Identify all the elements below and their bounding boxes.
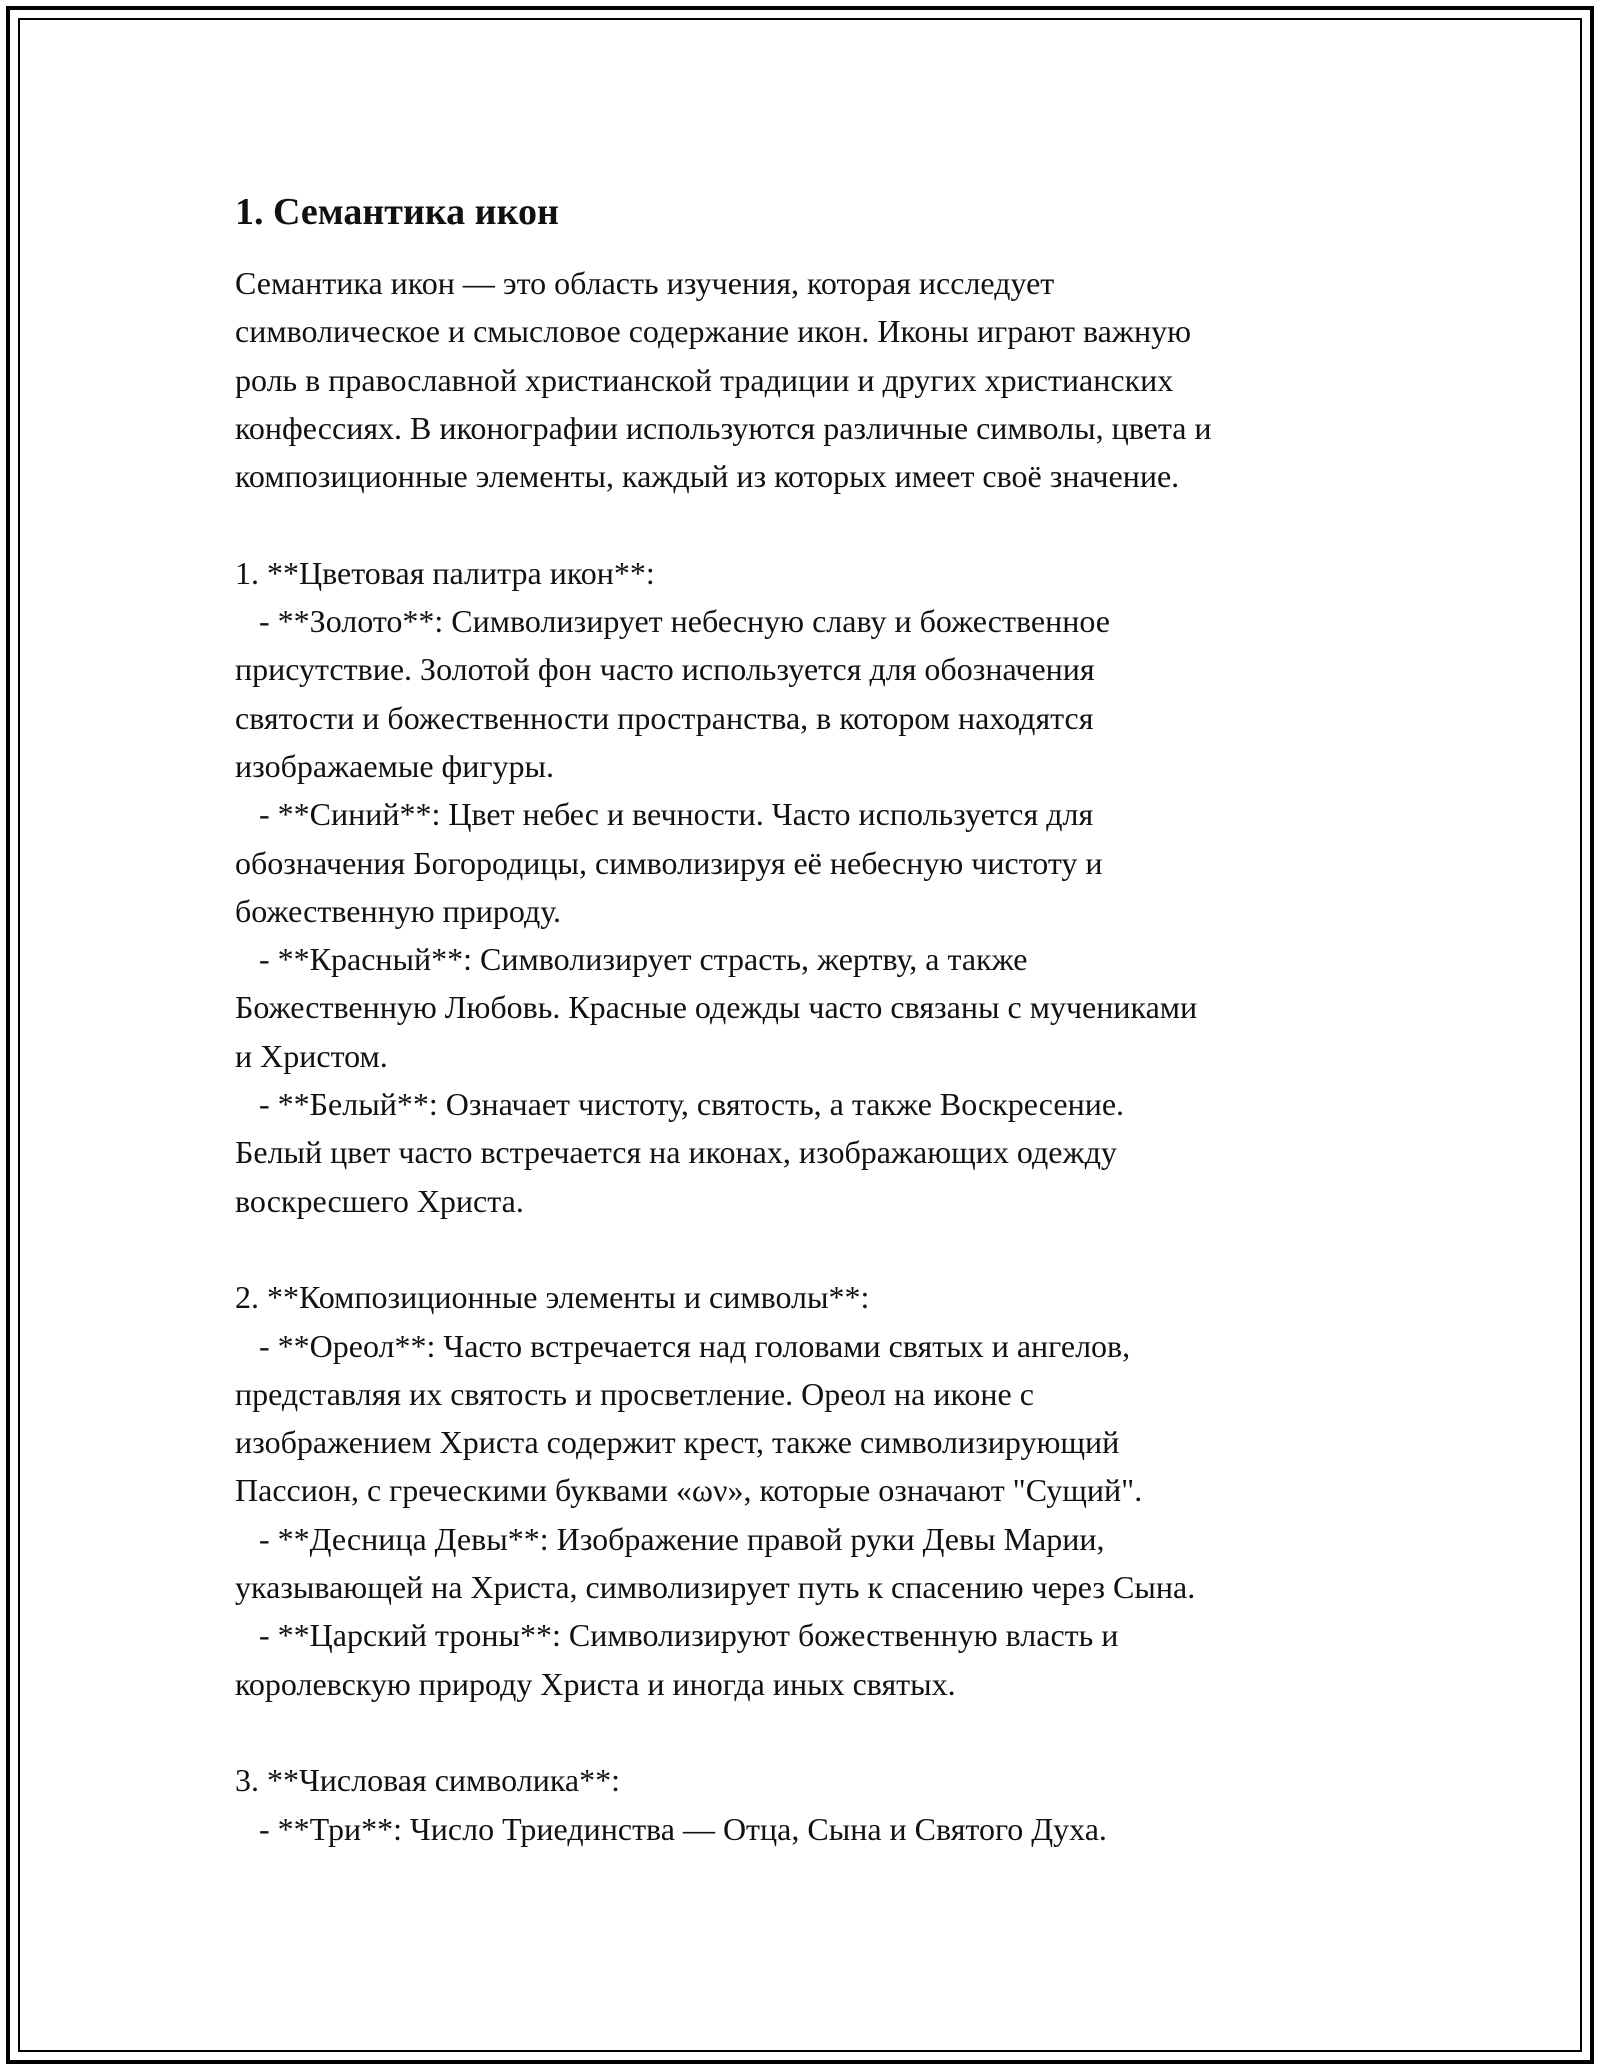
text-line: представляя их святость и просветление. Ореол на иконе с bbox=[235, 1375, 1034, 1412]
text-line: королевскую природу Христа и иногда иных святых. bbox=[235, 1665, 956, 1702]
list-heading: 2. **Композиционные элементы и символы**: bbox=[235, 1279, 870, 1316]
list-item-three: - **Три**: Число Триединства — Отца, Сына и Святого Духа. bbox=[235, 1810, 1107, 1847]
list-item-blue: - **Синий**: Цвет небес и вечности. Часто используется для bbox=[235, 796, 1094, 833]
text-line: присутствие. Золотой фон часто используется для обозначения bbox=[235, 651, 1095, 688]
section-color-palette bbox=[235, 549, 1375, 1273]
section-numeric-symbolism bbox=[235, 1756, 1375, 1853]
text-line: изображением Христа содержит крест, также символизирующий bbox=[235, 1424, 1120, 1461]
document-body bbox=[235, 188, 1375, 1853]
text-line: изображаемые фигуры. bbox=[235, 747, 555, 784]
list-heading: 3. **Числовая символика**: bbox=[235, 1762, 620, 1799]
list-item-halo: - **Ореол**: Часто встречается над головами святых и ангелов, bbox=[235, 1327, 1131, 1364]
text-line: воскресшего Христа. bbox=[235, 1182, 524, 1219]
list-heading: 1. **Цветовая палитра икон**: bbox=[235, 554, 655, 591]
intro-paragraph bbox=[235, 259, 1375, 549]
text-line: святости и божественности пространства, в котором находятся bbox=[235, 699, 1094, 736]
list-item-red: - **Красный**: Символизирует страсть, жертву, а также bbox=[235, 941, 1028, 978]
text-line: Пассион, с греческими буквами «ων», которые означают "Сущий". bbox=[235, 1472, 1143, 1509]
text-line: Божественную Любовь. Красные одежды часто связаны с мучениками bbox=[235, 989, 1198, 1026]
text-line: композиционные элементы, каждый из которых имеет своё значение. bbox=[235, 458, 1180, 495]
blank-line bbox=[235, 500, 1375, 548]
text-line: конфессиях. В иконографии используются различные символы, цвета и bbox=[235, 409, 1212, 446]
list-item-thrones: - **Царский троны**: Символизируют божественную власть и bbox=[235, 1617, 1119, 1654]
text-line: божественную природу. bbox=[235, 892, 562, 929]
document-title: 1. Семантика икон bbox=[235, 191, 559, 233]
blank-line bbox=[235, 1708, 1375, 1756]
text-line: обозначения Богородицы, символизируя её небесную чистоту и bbox=[235, 844, 1103, 881]
text-line: роль в православной христианской традиции и других христианских bbox=[235, 361, 1174, 398]
blank-line bbox=[235, 1225, 1375, 1273]
list-item-white: - **Белый**: Означает чистоту, святость, а также Воскресение. bbox=[235, 1086, 1125, 1123]
text-line: указывающей на Христа, символизирует путь к спасению через Сына. bbox=[235, 1569, 1196, 1606]
section-composition bbox=[235, 1273, 1375, 1756]
text-line: символическое и смысловое содержание икон. Иконы играют важную bbox=[235, 313, 1191, 350]
text-line: и Христом. bbox=[235, 1037, 388, 1074]
text-line: Белый цвет часто встречается на иконах, изображающих одежду bbox=[235, 1134, 1117, 1171]
list-item-right-hand: - **Десница Девы**: Изображение правой руки Девы Марии, bbox=[235, 1520, 1105, 1557]
list-item-gold: - **Золото**: Символизирует небесную славу и божественное bbox=[235, 603, 1110, 640]
text-line: Семантика икон — это область изучения, которая исследует bbox=[235, 265, 1055, 301]
